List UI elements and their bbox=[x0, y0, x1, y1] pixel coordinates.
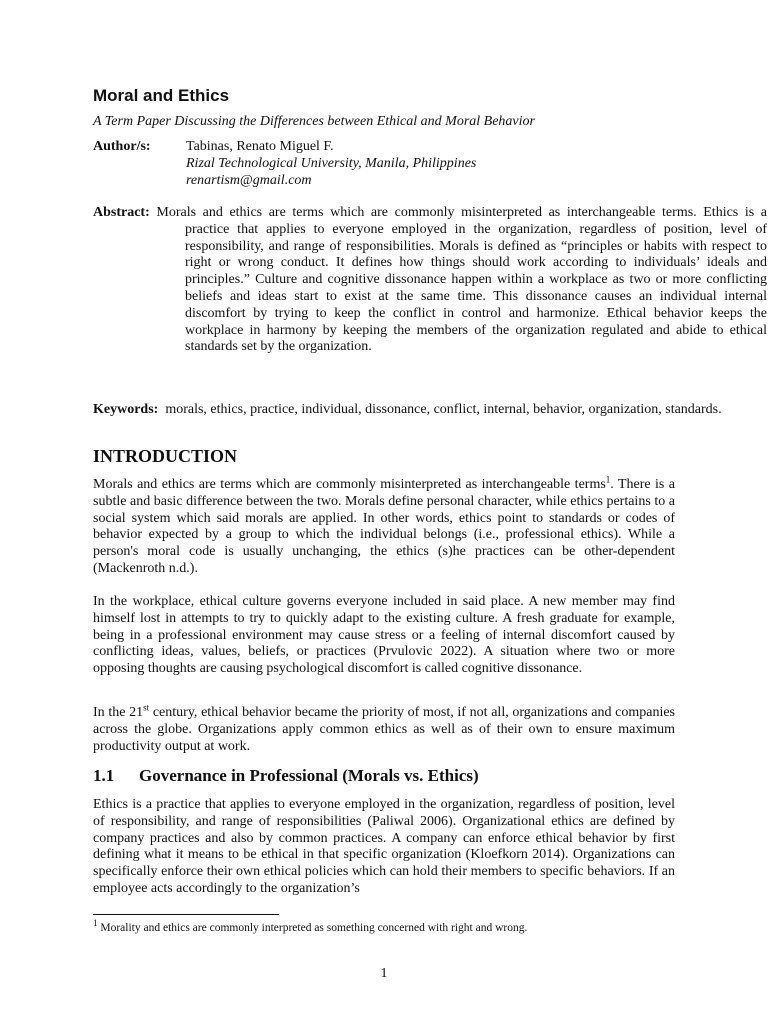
keywords-block bbox=[93, 402, 767, 419]
paper-title: Moral and Ethics bbox=[93, 86, 230, 105]
footnote bbox=[93, 918, 675, 934]
author-email: renartism@gmail.com bbox=[186, 173, 312, 188]
section-paragraph-1: Ethics is a practice that applies to everyone employed in the organization, regardless of position, level of responsibility, and range of responsibilities (Paliwal 2006). Organizational ethics are defined by company practices and also by common practices. A company can enforce ethical behavior by first defining what it means to be ethical in that specific organization (Kloefkorn 2014). Organizations can specifically enforce their own ethical policies which can hold their members to specific behaviors. If an employee acts accordingly to the organization’s bbox=[93, 797, 675, 896]
author-affiliation: Rizal Technological University, Manila, Philippines bbox=[186, 156, 477, 171]
intro-paragraph-2: In the workplace, ethical culture governs everyone included in said place. A new member may find himself lost in attempts to try to quickly adapt to the existing culture. A fresh graduate for example, being in a professional environment may cause stress or a feeling of internal discomfort caused by conflicting ideas, values, beliefs, or practices (Prvulovic 2022). A situation where two or more opposing thoughts are causing psychological discomfort is called cognitive dissonance. bbox=[93, 594, 675, 677]
intro-p3-start: In the 21 bbox=[93, 705, 144, 720]
abstract-block bbox=[93, 205, 767, 356]
ordinal-superscript: st bbox=[143, 702, 150, 713]
intro-paragraph-1 bbox=[93, 474, 675, 578]
footnote-marker: 1 bbox=[93, 918, 98, 929]
page-number: 1 bbox=[380, 966, 388, 981]
abstract-text: Morals and ethics are terms which are commonly misinterpreted as interchangeable terms. Ethics is a practice that applies to everyone employed in the organization, regardless of position, level of responsibility, and range of responsibilities. Morals is defined as “principles or habits with respect to right or wrong conduct. It defines how things should work according to individuals’ ideals and principles.” Culture and cognitive dissonance happen within a workplace as two or more conflicting beliefs and ideas start to exist at the same time. This dissonance causes an individual internal discomfort by trying to keep the conflict in control and harmonize. Ethical behavior keeps the workplace in harmony by keeping the members of the organization regulated and abide to ethical standards set by the organization. bbox=[156, 205, 768, 355]
section-title: Governance in Professional (Morals vs. Ethics) bbox=[139, 766, 479, 785]
footnote-text: Morality and ethics are commonly interpreted as something concerned with right and wrong. bbox=[97, 922, 528, 934]
intro-paragraph-3 bbox=[93, 702, 676, 755]
abstract-label: Abstract: bbox=[93, 205, 150, 220]
paper-subtitle: A Term Paper Discussing the Differences between Ethical and Moral Behavior bbox=[93, 114, 535, 129]
introduction-heading: INTRODUCTION bbox=[93, 446, 238, 466]
section-heading bbox=[93, 766, 479, 786]
section-number: 1.1 bbox=[93, 766, 115, 785]
authors-label: Author/s: bbox=[93, 139, 151, 154]
footnote-divider bbox=[93, 914, 279, 915]
keywords-label: Keywords: bbox=[93, 402, 159, 417]
intro-p1-text: Morals and ethics are terms which are commonly misinterpreted as interchangeable terms bbox=[93, 477, 606, 492]
intro-p1-rest: . There is a subtle and basic difference between the two. Morals define personal character, while ethics pertains to a social system which said morals are applied. In other words, ethics point to standards or codes of behavior expected by a group to which the individual belongs (i.e., professional ethics). While a person's moral code is usually unchanging, the ethics (s)he practices can be other-dependent (Mackenroth n.d.). bbox=[93, 477, 675, 576]
author-name: Tabinas, Renato Miguel F. bbox=[186, 139, 334, 154]
footnote-ref[interactable]: 1 bbox=[605, 474, 611, 485]
intro-p3-rest: century, ethical behavior became the priority of most, if not all, organizations and companies across the globe. Organizations apply common ethics as well as of their own to ensure maximum productivity output at work. bbox=[93, 705, 676, 754]
keywords-text: morals, ethics, practice, individual, dissonance, conflict, internal, behavior, organization, standards. bbox=[165, 402, 722, 417]
